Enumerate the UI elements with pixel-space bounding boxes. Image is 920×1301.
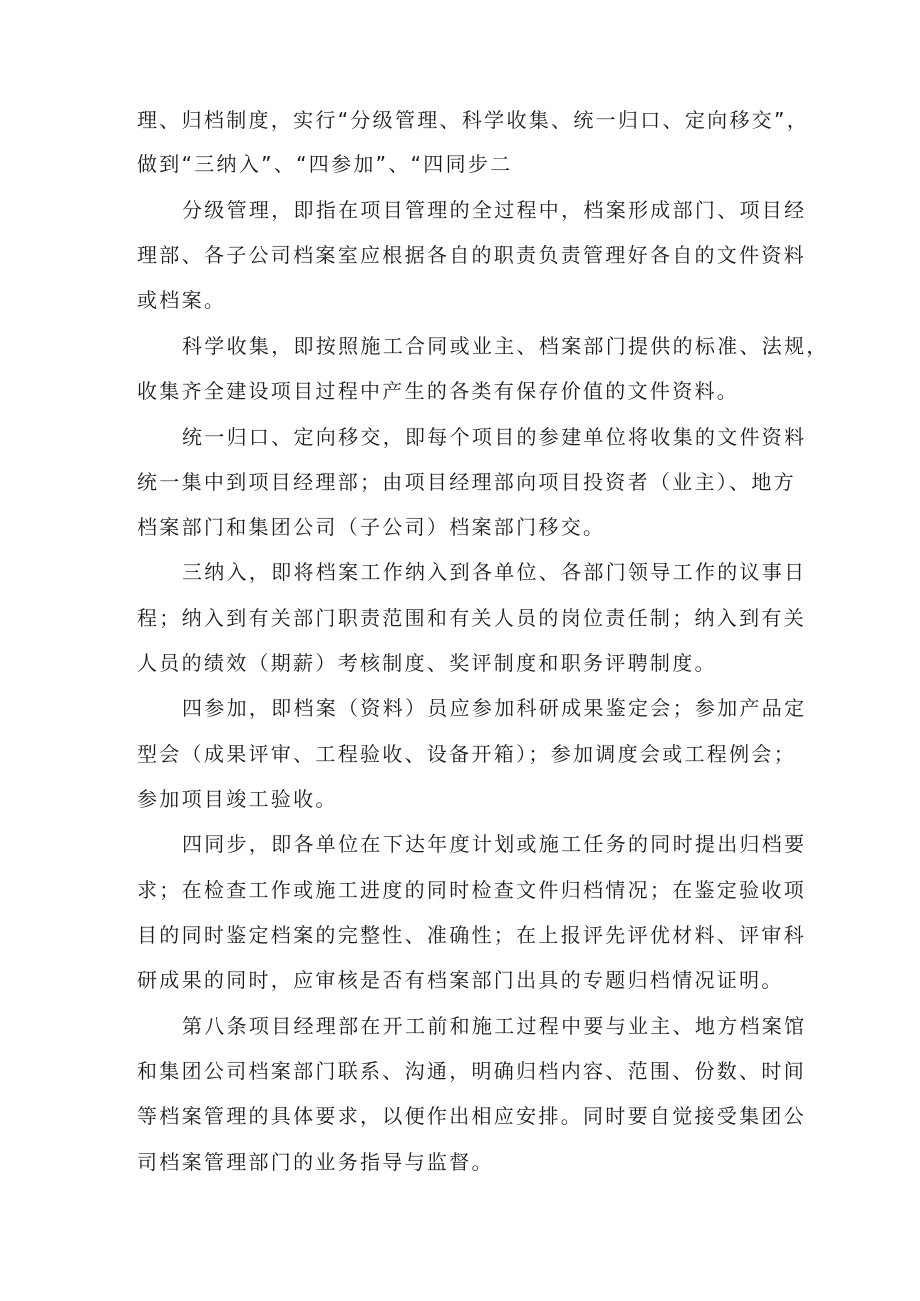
paragraph-unified-transfer-line-1: 统一归口、定向移交，即每个项目的参建单位将收集的文件资料 [182,425,807,449]
paragraph-graded-management-line-1: 分级管理，即指在项目管理的全过程中，档案形成部门、项目经 [182,198,807,222]
paragraph-unified-transfer-line-3: 档案部门和集团公司（子公司）档案部门移交。 [137,515,606,539]
paragraph-three-inclusions-line-1: 三纳入，即将档案工作纳入到各单位、各部门领导工作的议事日 [182,560,807,584]
paragraph-four-participations-line-2: 型会（成果评审、工程验收、设备开箱）；参加调度会或工程例会； [137,742,796,766]
paragraph-scientific-collection-line-2: 收集齐全建设项目过程中产生的各类有保存价值的文件资料。 [137,379,740,403]
paragraph-scientific-collection-line-1: 科学收集，即按照施工合同或业主、档案部门提供的标准、法规， [182,334,829,358]
paragraph-four-participations-line-3: 参加项目竣工验收。 [137,787,338,811]
paragraph-three-inclusions-line-3: 人员的绩效（期薪）考核制度、奖评制度和职务评聘制度。 [137,651,717,675]
paragraph-article-eight-line-2: 和集团公司档案部门联系、沟通，明确归档内容、范围、份数、时间 [137,1059,806,1083]
paragraph-unified-transfer-line-2: 统一集中到项目经理部；由项目经理部向项目投资者（业主）、地方 [137,470,796,494]
paragraph-four-synchronizations-line-3: 目的同时鉴定档案的完整性、准确性；在上报评先评优材料、评审科 [137,923,806,947]
paragraph-article-eight-line-3: 等档案管理的具体要求，以便作出相应安排。同时要自觉接受集团公 [137,1104,806,1128]
paragraph-four-synchronizations-line-4: 研成果的同时，应审核是否有档案部门出具的专题归档情况证明。 [137,968,784,992]
paragraph-graded-management-line-3: 或档案。 [137,288,227,312]
paragraph-four-participations-line-1: 四参加，即档案（资料）员应参加科研成果鉴定会；参加产品定 [182,696,807,720]
paragraph-article-eight-line-1: 第八条项目经理部在开工前和施工过程中要与业主、地方档案馆 [182,1014,807,1038]
paragraph-intro-line-1: 理、归档制度，实行“分级管理、科学收集、统一归口、定向移交”， [137,108,810,132]
paragraph-four-synchronizations-line-1: 四同步，即各单位在下达年度计划或施工任务的同时提出归档要 [182,832,807,856]
paragraph-intro-line-2: 做到“三纳入”、“四参加”、“四同步二 [137,152,513,176]
paragraph-article-eight-line-4: 司档案管理部门的业务指导与监督。 [137,1150,494,1174]
paragraph-four-synchronizations-line-2: 求；在检查工作或施工进度的同时检查文件归档情况；在鉴定验收项 [137,878,806,902]
paragraph-three-inclusions-line-2: 程；纳入到有关部门职责范围和有关人员的岗位责任制；纳入到有关 [137,606,806,630]
paragraph-graded-management-line-2: 理部、各子公司档案室应根据各自的职责负责管理好各自的文件资料 [137,243,806,267]
